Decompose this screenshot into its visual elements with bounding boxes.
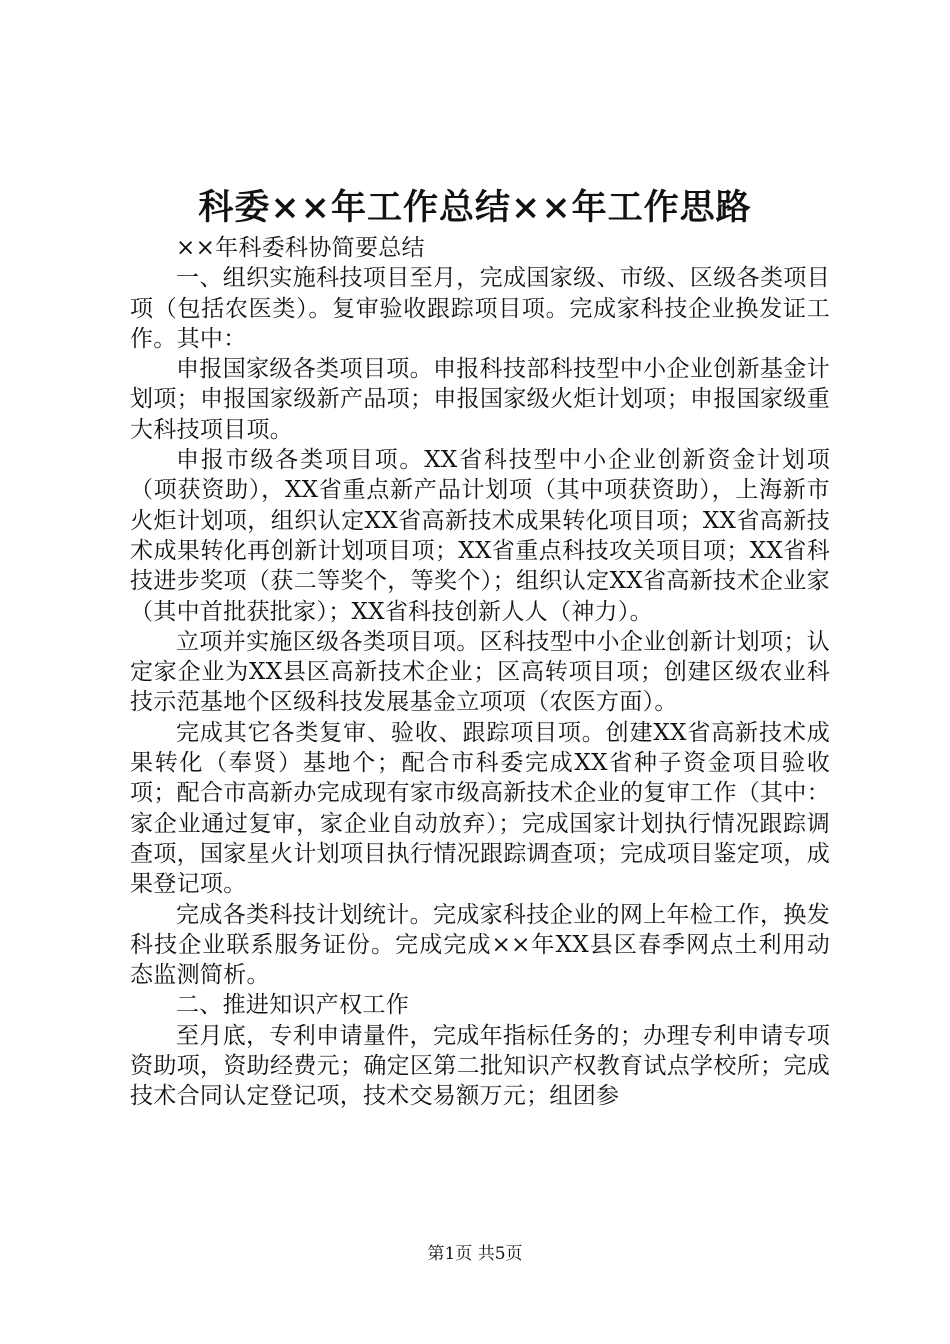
paragraph-municipal-projects: 申报市级各类项目项。XX省科技型中小企业创新资金计划项（项获资助），XX省重点新产品计划项（其中项获资助），上海新市火炬计划项，组织认定XX省高新技术成果转化项目项；XX省高新技术成果转化再创新计划项目项；XX省重点科技攻关项目项；XX省科技进步奖项（获二等奖个，等奖个）；组织认定XX省高新技术企业家（其中首批获批家）；XX省科技创新人人（神力）。 [130,447,830,625]
document-body [130,233,830,1112]
page-footer: 第1页 共5页 [427,1244,523,1264]
paragraph-ip-work: 至月底，专利申请量件，完成年指标任务的；办理专利申请专项资助项，资助经费元；确定区第二批知识产权教育试点学校所；完成技术合同认定登记项，技术交易额万元；组团参 [130,1022,830,1110]
document-title: 科委××年工作总结××年工作思路 [198,187,752,228]
paragraph-section-1: 一、组织实施科技项目至月，完成国家级、市级、区级各类项目项（包括农医类）。复审验收跟踪项目项。完成家科技企业换发证工作。其中： [130,265,830,352]
paragraph-district-projects: 立项并实施区级各类项目项。区科技型中小企业创新计划项；认定家企业为XX县区高新技术企业；区高转项目项；创建区级农业科技示范基地个区级科技发展基金立项项（农医方面）。 [130,628,830,716]
paragraph-national-projects: 申报国家级各类项目项。申报科技部科技型中小企业创新基金计划项；申报国家级新产品项；申报国家级火炬计划项；申报国家级重大科技项目项。 [130,356,830,443]
paragraph-section-2-heading: 二、推进知识产权工作 [176,992,409,1019]
paragraph-statistics: 完成各类科技计划统计。完成家科技企业的网上年检工作，换发科技企业联系服务证份。完成完成××年XX县区春季网点土利用动态监测简析。 [130,901,830,989]
paragraph-summary-heading: ××年科委科协简要总结 [176,235,425,261]
paragraph-reviews: 完成其它各类复审、验收、跟踪项目项。创建XX省高新技术成果转化（奉贤）基地个；配合市科委完成XX省种子资金项目验收项；配合市高新办完成现有家市级高新技术企业的复审工作（其中：家企业通过复审，家企业自动放弃）；完成国家计划执行情况跟踪调查项，国家星火计划项目执行情况跟踪调查项；完成项目鉴定项，成果登记项。 [130,719,830,898]
